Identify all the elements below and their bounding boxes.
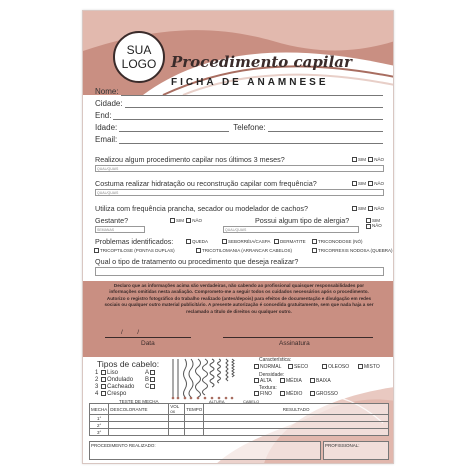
char-seco <box>287 364 308 370</box>
densidade-label: Densidade: <box>259 372 285 378</box>
table-cell[interactable] <box>204 429 389 436</box>
char-oleoso <box>321 364 349 370</box>
problem-tricoptilose <box>93 248 175 253</box>
alta-label: ALTA <box>260 378 272 384</box>
misto-label: MISTO <box>364 364 380 370</box>
q1-options <box>351 157 384 162</box>
letter-c-checkbox[interactable] <box>150 384 155 389</box>
data-label: Data <box>141 340 155 347</box>
letter-b: B <box>145 377 150 384</box>
hair-num: 4 <box>95 391 99 398</box>
date-slash-1: / <box>121 329 123 336</box>
alergia-field[interactable]: QUAL/QUAIS <box>223 226 359 233</box>
problem-tricotilomania <box>195 248 292 253</box>
nome-row <box>95 87 383 96</box>
altura-label: ALTURA <box>209 399 225 404</box>
header-vol: VOL ox <box>169 404 185 415</box>
question-gestante: Gestante? <box>95 216 129 225</box>
q2-nao-label: NÃO <box>374 181 385 186</box>
date-slashes <box>121 329 139 336</box>
misto-checkbox[interactable] <box>358 364 363 369</box>
q3-nao-label: NÃO <box>374 206 385 211</box>
normal-checkbox[interactable] <box>254 364 259 369</box>
email-row <box>95 135 383 144</box>
email-label: Email: <box>95 135 118 144</box>
text-grosso <box>309 391 338 397</box>
triconodose-label: TRICONODOSE (NÓ) <box>318 239 363 244</box>
row-number: 2° <box>90 422 109 429</box>
hair-letter-c <box>145 384 156 390</box>
hair-label: Crespo <box>107 391 127 398</box>
semanas-field[interactable]: SEMANAS <box>95 226 145 233</box>
triconodose-checkbox[interactable] <box>312 239 317 244</box>
table-header-row <box>90 404 389 415</box>
oleoso-checkbox[interactable] <box>322 364 327 369</box>
idade-row <box>95 123 383 132</box>
nome-field[interactable] <box>121 88 383 96</box>
procedimento-realizado-field[interactable] <box>89 441 321 460</box>
header-descolorante: DESCOLORANTE <box>109 404 169 415</box>
text-medio <box>279 391 302 397</box>
date-slash-2: / <box>137 329 140 336</box>
table-cell[interactable] <box>169 415 185 422</box>
q1-nao-checkbox[interactable] <box>368 157 373 162</box>
q3-sim-label: SIM <box>358 206 367 211</box>
hair-checkbox[interactable] <box>101 377 106 382</box>
table-cell[interactable] <box>185 422 204 429</box>
question-prancha: Utiliza com frequência prancha, secador ou modelador de cachos? <box>95 204 308 213</box>
dermatite-checkbox[interactable] <box>274 239 279 244</box>
fino-label: FINO <box>260 391 272 397</box>
problem-dermatite <box>273 239 306 244</box>
queda-checkbox[interactable] <box>186 239 191 244</box>
date-line[interactable] <box>105 337 191 338</box>
header-mecha: MECHA <box>90 404 109 415</box>
declaration-text: Declaro que as informações acima são verdadeiras, não cabendo ao profissional quaisquer responsabilidades por informações omitidas nesta avaliação. Comprometo-me a seguir todos os cuidados necessários após o procedimento. Autorizo o registro fotográfico do trabalho realizado (antes/depois) para efeitos de documentação e divulgação em redes sociais ou qualquer outro material publicitário. A presente autorização é concedida gratuitamente, sem que nada haja a ser reclamado a título de direitos ou qualquer outro. <box>104 283 374 314</box>
question-tratamento: Qual o tipo de tratamento ou procedimento que deseja realizar? <box>95 257 299 266</box>
seborreia-label: SEBORRÉIA/CASPA <box>228 239 271 244</box>
idade-field[interactable] <box>119 124 229 132</box>
end-label: End: <box>95 111 112 120</box>
letter-a: A <box>145 370 150 377</box>
tricotilomania-label: TRICOTILOMANIA (ARRANCAR CABELOS) <box>202 248 293 253</box>
table-cell[interactable] <box>204 415 389 422</box>
telefone-label: Telefone: <box>233 123 266 132</box>
q2-nao-checkbox[interactable] <box>368 181 373 186</box>
question-alergia: Possui algum tipo de alergia? <box>255 216 350 225</box>
tratamento-field[interactable] <box>95 267 384 276</box>
tricorrexis-label: TRICORREXIS NODOSA (QUEBRA) <box>318 248 393 253</box>
q3-sim-checkbox[interactable] <box>352 206 357 211</box>
logo-text-1: SUA <box>126 43 152 57</box>
alergia-nao-label: NÃO <box>372 223 382 229</box>
hair-checkbox[interactable] <box>101 370 106 375</box>
cidade-row <box>95 99 383 108</box>
profissional-field[interactable] <box>323 441 389 460</box>
textura-label: Textura: <box>259 385 277 391</box>
hair-type-4 <box>95 391 126 397</box>
q1-answer-field[interactable]: QUAL/QUAIS <box>95 165 384 172</box>
medio-checkbox[interactable] <box>280 391 285 396</box>
table-row <box>90 415 389 422</box>
normal-label: NORMAL <box>260 364 282 370</box>
table-cell[interactable] <box>185 415 204 422</box>
q3-nao-checkbox[interactable] <box>368 206 373 211</box>
cidade-label: Cidade: <box>95 99 123 108</box>
hair-label: Liso <box>107 370 119 377</box>
cabelo-label: CABELO <box>243 399 260 404</box>
hair-checkbox[interactable] <box>101 384 106 389</box>
end-field[interactable] <box>113 112 383 120</box>
hair-letter-a <box>145 370 156 376</box>
problem-triconodose <box>311 239 363 244</box>
seborreia-checkbox[interactable] <box>222 239 227 244</box>
table-cell[interactable] <box>109 422 169 429</box>
q1-sim-checkbox[interactable] <box>352 157 357 162</box>
alergia-options <box>365 218 382 229</box>
question-problemas: Problemas identificados: <box>95 237 174 246</box>
hair-type-2 <box>95 377 133 383</box>
dens-baixa <box>309 378 331 384</box>
text-fino <box>253 391 272 397</box>
table-cell[interactable] <box>109 429 169 436</box>
end-row <box>95 111 383 120</box>
question-hidratacao: Costuma realizar hidratação ou reconstrução capilar com frequência? <box>95 179 317 188</box>
oleoso-label: OLEOSO <box>328 364 350 370</box>
hair-checkbox[interactable] <box>101 391 106 396</box>
telefone-field[interactable] <box>268 124 383 132</box>
dens-media <box>279 378 302 384</box>
header-tempo: TEMPO <box>185 404 204 415</box>
gestante-options <box>169 218 202 223</box>
problem-seborreia <box>221 239 270 244</box>
problem-queda <box>185 239 208 244</box>
queda-label: QUEDA <box>192 239 209 244</box>
char-normal <box>253 364 281 370</box>
table-row <box>90 429 389 436</box>
media-label: MÉDIA <box>286 378 302 384</box>
page-subtitle: FICHA DE ANAMNESE <box>171 77 329 88</box>
idade-label: Idade: <box>95 123 118 132</box>
alergia-nao-checkbox[interactable] <box>366 224 371 229</box>
dens-alta <box>253 378 272 384</box>
q1-nao-label: NÃO <box>374 157 385 162</box>
row-number: 1° <box>90 415 109 422</box>
table-cell[interactable] <box>169 422 185 429</box>
hair-num: 2 <box>95 377 99 384</box>
letter-b-checkbox[interactable] <box>150 377 155 382</box>
email-field[interactable] <box>119 136 383 144</box>
q2-answer-field[interactable]: QUAL/QUAIS <box>95 189 384 196</box>
letter-c: C <box>145 384 150 391</box>
hair-type-3 <box>95 384 134 390</box>
question-procedimento: Realizou algum procedimento capilar nos últimos 3 meses? <box>95 155 285 164</box>
q2-sim-checkbox[interactable] <box>352 181 357 186</box>
hair-strands-illustration <box>169 357 239 401</box>
hair-letter-b <box>145 377 156 383</box>
table-cell[interactable] <box>185 429 204 436</box>
gestante-sim-checkbox[interactable] <box>170 218 175 223</box>
grosso-label: GROSSO <box>316 391 338 397</box>
grosso-checkbox[interactable] <box>310 391 315 396</box>
char-misto <box>357 364 380 370</box>
alergia-sim-checkbox[interactable] <box>366 218 371 223</box>
profissional-label: PROFISSIONAL: <box>325 443 360 448</box>
letter-a-checkbox[interactable] <box>150 370 155 375</box>
table-cell[interactable] <box>204 422 389 429</box>
seco-checkbox[interactable] <box>288 364 293 369</box>
gestante-sim-label: SIM <box>176 218 185 223</box>
hair-label: Ondulado <box>107 377 134 384</box>
table-row <box>90 422 389 429</box>
table-cell[interactable] <box>109 415 169 422</box>
header-band <box>83 11 394 95</box>
table-cell[interactable] <box>169 429 185 436</box>
procedimento-label: PROCEDIMENTO REALIZADO: <box>91 443 156 448</box>
gestante-nao-label: NÃO <box>192 218 203 223</box>
row-number: 3° <box>90 429 109 436</box>
tricorrexis-checkbox[interactable] <box>312 248 317 253</box>
q1-sim-label: SIM <box>358 157 367 162</box>
q3-options <box>351 206 384 211</box>
baixa-checkbox[interactable] <box>310 378 315 383</box>
problem-tricorrexis <box>311 248 393 253</box>
hair-types-title: Tipos de cabelo: <box>97 359 160 369</box>
tricoptilose-label: TRICOPTILOSE (PONTAS DUPLAS) <box>100 248 175 253</box>
medio-label: MÉDIO <box>286 391 303 397</box>
page-title: Procedimento capilar <box>171 53 352 71</box>
hair-type-1 <box>95 370 118 376</box>
anamnese-sheet <box>82 10 394 464</box>
q2-sim-label: SIM <box>358 181 367 186</box>
dermatite-label: DERMATITE <box>280 239 306 244</box>
q2-options <box>351 181 384 186</box>
hair-num: 3 <box>95 384 99 391</box>
baixa-label: BAIXA <box>316 378 331 384</box>
cidade-field[interactable] <box>125 100 383 108</box>
caracteristica-label: Característica: <box>259 357 292 363</box>
media-checkbox[interactable] <box>280 378 285 383</box>
mecha-table <box>89 403 389 436</box>
logo-placeholder <box>113 31 165 83</box>
nome-label: Nome: <box>95 87 119 96</box>
alta-checkbox[interactable] <box>254 378 259 383</box>
teste-mecha-label: TESTE DE MECHA <box>119 399 159 404</box>
fino-checkbox[interactable] <box>254 391 259 396</box>
signature-line[interactable] <box>223 337 373 338</box>
hair-num: 1 <box>95 370 99 377</box>
logo-text-2: LOGO <box>121 57 157 71</box>
tricotilomania-checkbox[interactable] <box>196 248 201 253</box>
tricoptilose-checkbox[interactable] <box>94 248 99 253</box>
header-resultado: RESULTADO <box>204 404 389 415</box>
assinatura-label: Assinatura <box>279 340 310 347</box>
seco-label: SECO <box>294 364 309 370</box>
hair-label: Cacheado <box>107 384 135 391</box>
alergia-sim-label: SIM <box>372 218 381 223</box>
gestante-nao-checkbox[interactable] <box>186 218 191 223</box>
